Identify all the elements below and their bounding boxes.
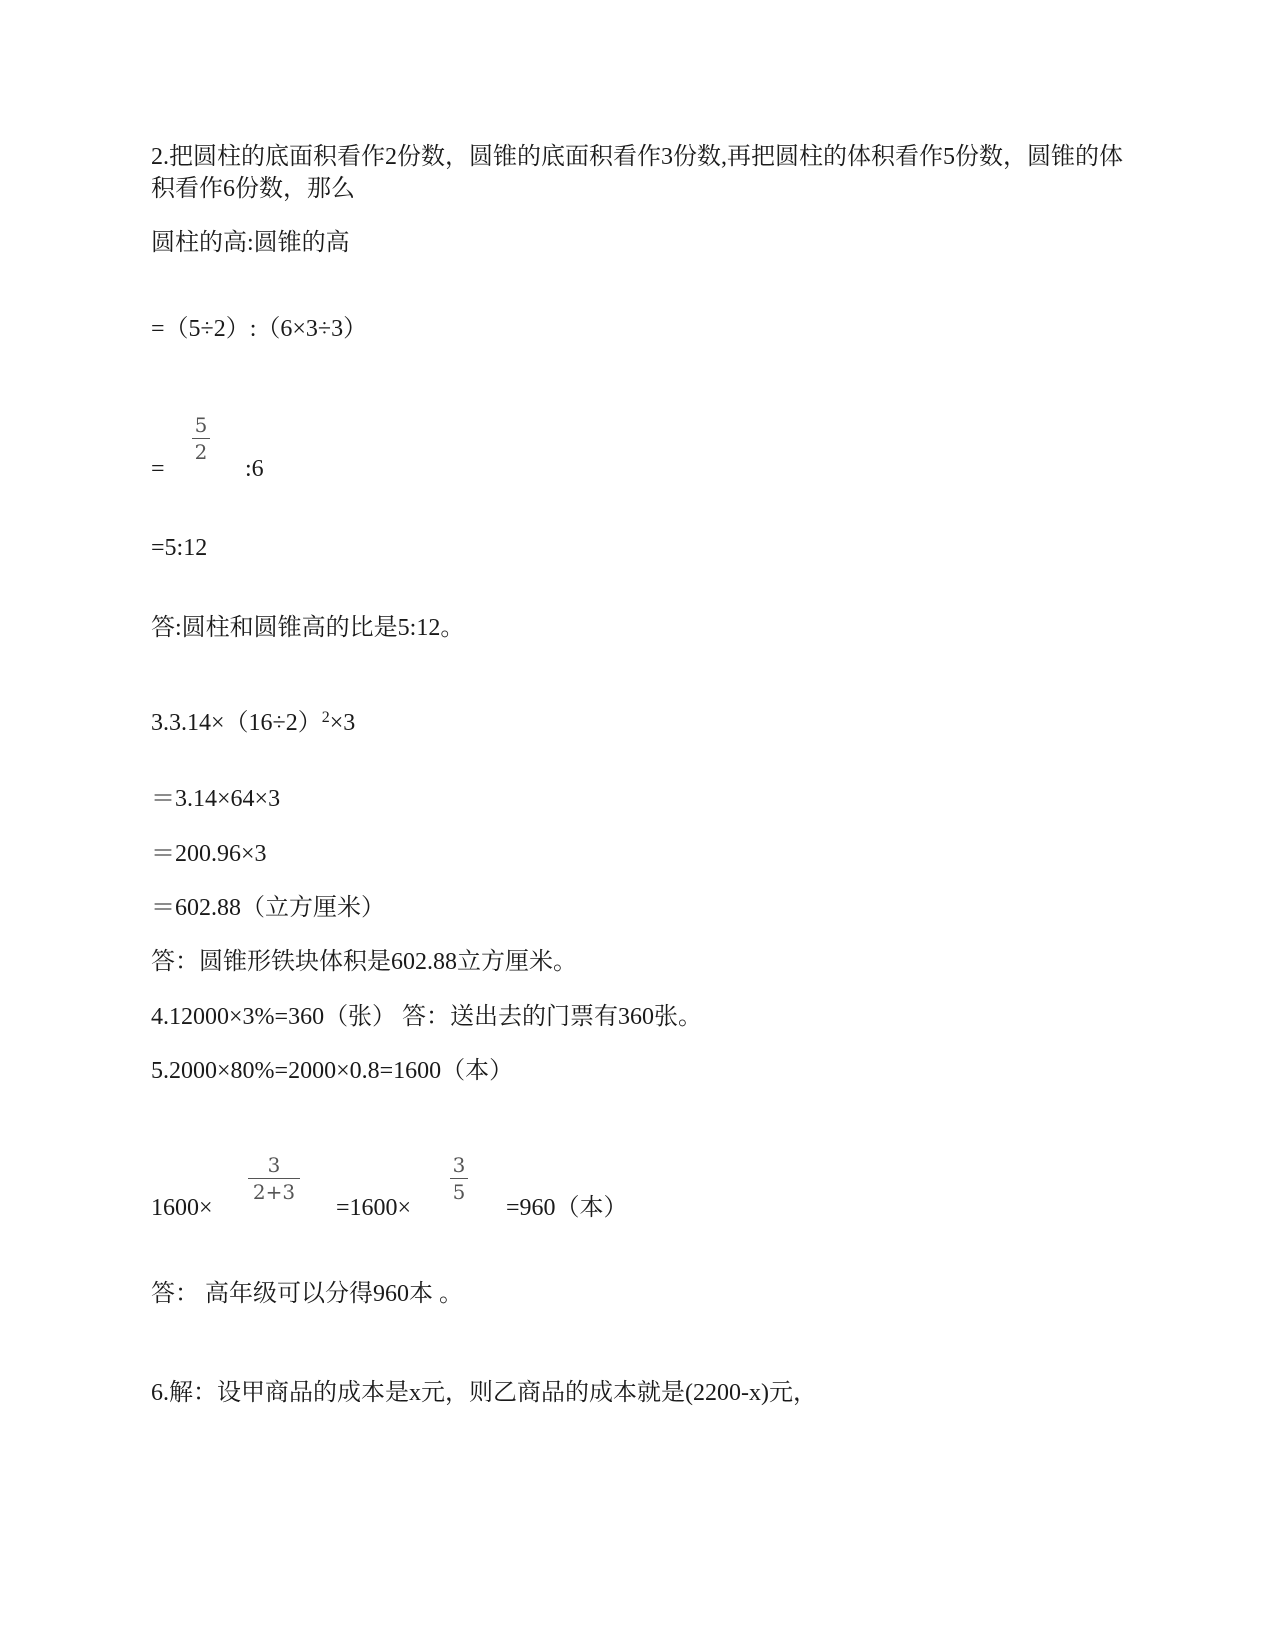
q3-step3: ＝602.88（立方厘米） <box>151 895 385 921</box>
fraction-denominator: 2 <box>194 440 208 464</box>
fraction-numerator: 5 <box>194 413 208 437</box>
q2-step3: =5:12 <box>151 535 208 561</box>
q3-step1: ＝3.14×64×3 <box>151 786 281 812</box>
q4-line: 4.12000×3%=360（张） 答：送出去的门票有360张。 <box>151 1004 703 1030</box>
q5-part-b: =1600× <box>336 1195 412 1221</box>
q2-intro: 2.把圆柱的底面积看作2份数，圆锥的底面积看作3份数,再把圆柱的体积看作5份数，圆锥的体积看作6份数，那么 <box>151 144 1123 202</box>
q2-step2-fraction <box>190 412 212 465</box>
q3-expression <box>151 702 355 739</box>
fraction-denominator: 2+3 <box>252 1180 296 1204</box>
q2-step2-rest: :6 <box>245 456 264 482</box>
q5-fraction-1 <box>246 1152 302 1205</box>
q3-expr-main: 3.3.14×（16÷2） <box>151 710 322 736</box>
fraction-numerator: 3 <box>452 1153 466 1177</box>
q6-line: 6.解：设甲商品的成本是x元，则乙商品的成本就是(2200-x)元， <box>151 1380 817 1406</box>
q3-step2: ＝200.96×3 <box>151 841 267 867</box>
q2-answer: 答:圆柱和圆锥高的比是5:12。 <box>151 615 465 641</box>
fraction-denominator: 5 <box>452 1180 466 1204</box>
fraction-numerator: 3 <box>267 1153 281 1177</box>
q5-part-a: 1600× <box>151 1195 213 1221</box>
q2-step1: =（5÷2）:（6×3÷3） <box>151 316 368 342</box>
q3-expr-tail: ×3 <box>329 710 356 736</box>
q2-ratio-label: 圆柱的高:圆锥的高 <box>151 230 350 256</box>
q5-fraction-2 <box>448 1152 470 1205</box>
q3-expr-exponent: 2 <box>321 709 330 726</box>
q5-line1: 5.2000×80%=2000×0.8=1600（本） <box>151 1058 514 1084</box>
q5-part-c: =960（本） <box>506 1195 628 1221</box>
q3-answer: 答：圆锥形铁块体积是602.88立方厘米。 <box>151 949 577 975</box>
q2-step2-eq: = <box>151 456 165 482</box>
q5-answer: 答： 高年级可以分得960本 。 <box>151 1281 463 1307</box>
